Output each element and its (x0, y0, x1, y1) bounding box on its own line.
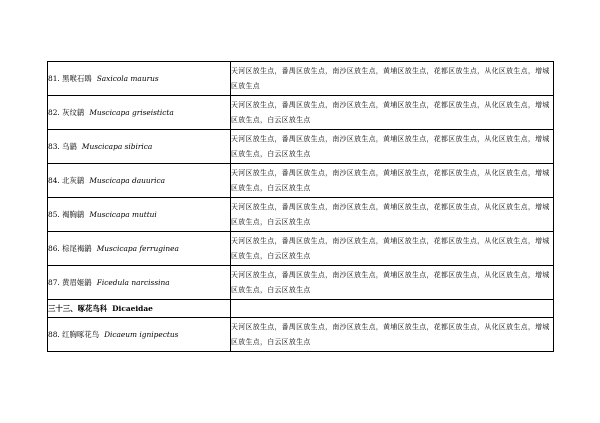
species-name-cell (48, 318, 231, 352)
species-row (48, 62, 554, 96)
species-chinese-name: 红胸啄花鸟 (62, 330, 100, 339)
release-points-cell: 天河区放生点，番禺区放生点，南沙区放生点，黄埔区放生点，花都区放生点，从化区放生点，增城区放生点，白云区放生点 (231, 130, 554, 164)
family-name-cell (48, 300, 231, 318)
species-chinese-name: 褐胸鹟 (62, 210, 85, 219)
species-index: 84. (48, 176, 60, 185)
species-latin-name: Muscicapa sibirica (81, 142, 153, 151)
species-latin-name: Dicaeum ignipectus (104, 330, 179, 339)
release-points-cell: 天河区放生点，番禺区放生点，南沙区放生点，黄埔区放生点，花都区放生点，从化区放生点，增城区放生点，白云区放生点 (231, 318, 554, 352)
species-chinese-name: 黄眉姬鹟 (62, 278, 92, 287)
release-points-cell: 天河区放生点，番禺区放生点，南沙区放生点，黄埔区放生点，花都区放生点，从化区放生点，增城区放生点，白云区放生点 (231, 198, 554, 232)
species-row (48, 130, 554, 164)
species-latin-name: Muscicapa griseisticta (89, 108, 174, 117)
release-points-cell: 天河区放生点，番禺区放生点，南沙区放生点，黄埔区放生点，花都区放生点，从化区放生点，增城区放生点，白云区放生点 (231, 266, 554, 300)
family-latin-name: Dicaeidae (112, 304, 153, 313)
species-latin-name: Muscicapa dauurica (89, 176, 166, 185)
species-name-cell (48, 164, 231, 198)
species-latin-name: Muscicapa muttui (89, 210, 157, 219)
species-name-cell (48, 62, 231, 96)
species-index: 81. (48, 74, 60, 83)
species-index: 85. (48, 210, 60, 219)
species-name-cell (48, 198, 231, 232)
release-points-cell: 天河区放生点，番禺区放生点，南沙区放生点，黄埔区放生点，花都区放生点，从化区放生点，增城区放生点，白云区放生点 (231, 164, 554, 198)
species-latin-name: Muscicapa ferruginea (96, 244, 179, 253)
species-row (48, 232, 554, 266)
family-chinese-name: 三十三、啄花鸟科 (48, 304, 108, 313)
species-chinese-name: 北灰鹟 (62, 176, 85, 185)
species-table-body (48, 62, 554, 352)
species-chinese-name: 灰纹鹟 (62, 108, 85, 117)
species-index: 87. (48, 278, 60, 287)
species-chinese-name: 棕尾褐鹟 (62, 244, 92, 253)
species-name-cell (48, 130, 231, 164)
species-name-cell (48, 232, 231, 266)
species-row (48, 198, 554, 232)
release-points-cell: 天河区放生点，番禺区放生点，南沙区放生点，黄埔区放生点，花都区放生点，从化区放生点，增城区放生点，白云区放生点 (231, 96, 554, 130)
species-index: 86. (48, 244, 60, 253)
release-points-cell: 天河区放生点，番禺区放生点，南沙区放生点，黄埔区放生点，花都区放生点，从化区放生点，增城区放生点 (231, 62, 554, 96)
species-latin-name: Saxicola maurus (96, 74, 159, 83)
species-index: 82. (48, 108, 60, 117)
species-row (48, 96, 554, 130)
release-points-cell (231, 300, 554, 318)
species-name-cell (48, 96, 231, 130)
species-name-cell (48, 266, 231, 300)
release-points-cell: 天河区放生点，番禺区放生点，南沙区放生点，黄埔区放生点，花都区放生点，从化区放生点，增城区放生点，白云区放生点 (231, 232, 554, 266)
species-chinese-name: 黑喉石鵖 (62, 74, 92, 83)
species-row (48, 164, 554, 198)
species-table (47, 61, 554, 352)
species-row (48, 266, 554, 300)
family-header-row (48, 300, 554, 318)
species-latin-name: Ficedula narcissina (96, 278, 170, 287)
species-row (48, 318, 554, 352)
species-index: 88. (48, 330, 60, 339)
species-chinese-name: 乌鹟 (62, 142, 77, 151)
species-index: 83. (48, 142, 60, 151)
